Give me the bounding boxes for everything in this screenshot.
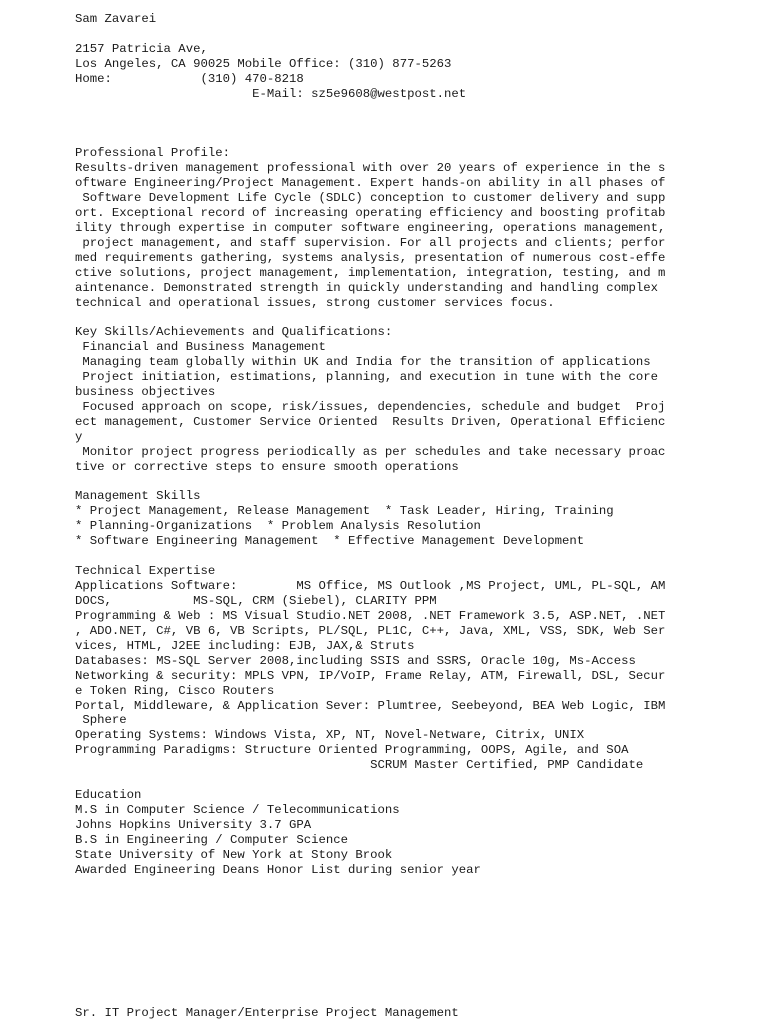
- home-phone-line: Home: (310) 470-8218: [75, 72, 304, 86]
- key-skills-line: Financial and Business Management: [75, 340, 326, 354]
- address-line-1: 2157 Patricia Ave,: [75, 42, 208, 56]
- education-heading: Education: [75, 788, 142, 802]
- technical-line: Databases: MS-SQL Server 2008,including SSIS and SSRS, Oracle 10g, Ms-Access: [75, 654, 636, 668]
- education-line: Awarded Engineering Deans Honor List during senior year: [75, 863, 481, 877]
- technical-line: Programming Paradigms: Structure Oriented Programming, OOPS, Agile, and SOA: [75, 743, 629, 757]
- key-skills-line: Monitor project progress periodically as per schedules and take necessary proac: [75, 445, 666, 459]
- email-line: E-Mail: sz5e9608@westpost.net: [75, 87, 467, 101]
- profile-line: aintenance. Demonstrated strength in quickly understanding and handling complex: [75, 281, 658, 295]
- profile-line: med requirements gathering, systems analysis, presentation of numerous cost-effe: [75, 251, 666, 265]
- technical-line: DOCS, MS-SQL, CRM (Siebel), CLARITY PPM: [75, 594, 437, 608]
- education-line: Johns Hopkins University 3.7 GPA: [75, 818, 312, 832]
- management-line: * Software Engineering Management * Effective Management Development: [75, 534, 585, 548]
- key-skills-line: business objectives: [75, 385, 216, 399]
- technical-line: Portal, Middleware, & Application Sever: Plumtree, Seebeyond, BEA Web Logic, IBM: [75, 699, 666, 713]
- technical-line: Networking & security: MPLS VPN, IP/VoIP, Frame Relay, ATM, Firewall, DSL, Secur: [75, 669, 666, 683]
- technical-line: Sphere: [75, 713, 127, 727]
- management-heading: Management Skills: [75, 489, 201, 503]
- key-skills-line: y: [75, 430, 83, 444]
- education-line: B.S in Engineering / Computer Science: [75, 833, 349, 847]
- job-title-footer: Sr. IT Project Manager/Enterprise Project Management: [75, 1006, 459, 1020]
- key-skills-line: ect management, Customer Service Oriented Results Driven, Operational Efficienc: [75, 415, 666, 429]
- education-line: M.S in Computer Science / Telecommunications: [75, 803, 400, 817]
- key-skills-line: Managing team globally within UK and India for the transition of applications: [75, 355, 651, 369]
- technical-line: Programming & Web : MS Visual Studio.NET 2008, .NET Framework 3.5, ASP.NET, .NET: [75, 609, 666, 623]
- profile-line: Software Development Life Cycle (SDLC) conception to customer delivery and supp: [75, 191, 666, 205]
- management-line: * Project Management, Release Management * Task Leader, Hiring, Training: [75, 504, 614, 518]
- profile-line: project management, and staff supervision. For all projects and clients; perfor: [75, 236, 666, 250]
- profile-line: Results-driven management professional with over 20 years of experience in the s: [75, 161, 666, 175]
- profile-heading: Professional Profile:: [75, 146, 230, 160]
- address-line-2: Los Angeles, CA 90025 Mobile Office: (310) 877-5263: [75, 57, 452, 71]
- technical-line: Applications Software: MS Office, MS Outlook ,MS Project, UML, PL-SQL, AM: [75, 579, 666, 593]
- key-skills-line: Focused approach on scope, risk/issues, dependencies, schedule and budget Proj: [75, 400, 666, 414]
- technical-line: Operating Systems: Windows Vista, XP, NT, Novel-Netware, Citrix, UNIX: [75, 728, 585, 742]
- profile-line: technical and operational issues, strong customer services focus.: [75, 296, 555, 310]
- key-skills-line: tive or corrective steps to ensure smooth operations: [75, 460, 459, 474]
- profile-line: oftware Engineering/Project Management. Expert hands-on ability in all phases of: [75, 176, 666, 190]
- management-line: * Planning-Organizations * Problem Analysis Resolution: [75, 519, 481, 533]
- key-skills-line: Project initiation, estimations, planning, and execution in tune with the core: [75, 370, 658, 384]
- profile-line: ctive solutions, project management, implementation, integration, testing, and m: [75, 266, 666, 280]
- technical-heading: Technical Expertise: [75, 564, 216, 578]
- technical-line: SCRUM Master Certified, PMP Candidate: [75, 758, 644, 772]
- technical-line: vices, HTML, J2EE including: EJB, JAX,& Struts: [75, 639, 415, 653]
- profile-line: ility through expertise in computer software engineering, operations management,: [75, 221, 666, 235]
- applicant-name: Sam Zavarei: [75, 12, 157, 26]
- profile-line: ort. Exceptional record of increasing operating efficiency and boosting profitab: [75, 206, 666, 220]
- key-skills-heading: Key Skills/Achievements and Qualifications:: [75, 325, 393, 339]
- education-line: State University of New York at Stony Brook: [75, 848, 393, 862]
- technical-line: , ADO.NET, C#, VB 6, VB Scripts, PL/SQL, PL1C, C++, Java, XML, VSS, SDK, Web Ser: [75, 624, 666, 638]
- technical-line: e Token Ring, Cisco Routers: [75, 684, 275, 698]
